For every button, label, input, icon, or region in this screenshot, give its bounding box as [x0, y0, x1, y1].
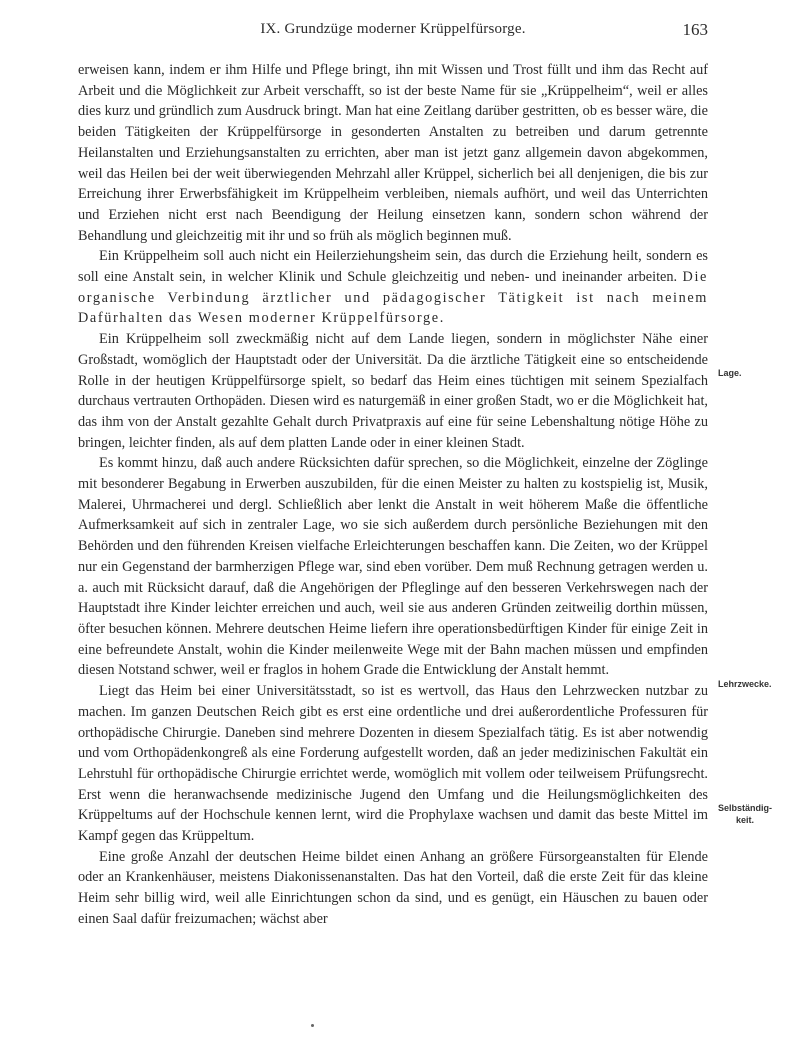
margin-note-selbstaendigkeit: [718, 802, 798, 826]
margin-note-selbstaendigkeit-line2: keit.: [736, 815, 755, 825]
paragraph: [78, 246, 708, 329]
paragraph-text: Ein Krüppelheim soll auch nicht ein Heilerziehungsheim sein, das durch die Erziehung heilt, sondern es soll eine Anstalt sein, in welcher Klinik und Schule gleichzeitig und neben- und ineinander arbeiten.: [78, 248, 708, 286]
paragraph: [78, 681, 708, 847]
chapter-title: IX. Grundzüge moderner Krüppelfürsorge.: [260, 21, 526, 37]
paragraph-text: erweisen kann, indem er ihm Hilfe und Pflege bringt, ihn mit Wissen und Trost füllt und ihm das Recht auf Arbeit und die Möglichkeit zur Arbeit verschafft, so ist der beste Name für sie „Krüppelheim“, weil er alles dies kurz und gründlich zum Ausdruck bringt. Man hat eine Zeitlang darüber gestritten, ob es besser wäre, die beiden Tätigkeiten der Krüppelfürsorge in gesonderten Anstalten zu betreiben und darum getrennte Heilanstalten und Erziehungsanstalten zu errichten, aber man ist jetzt ganz allgemein davon abgekommen, weil das Heilen bei der weit überwiegenden Mehrzahl aller Krüppel, sicherlich bei all denjenigen, die bis zur Erreichung ihrer Erwerbsfähigkeit im Krüppelheim verbleiben, niemals aufhört, und weil das Unterrichten und Erziehen nicht erst nach Beendigung der Heilung einsetzen kann, sondern schon während der Behandlung und gleichzeitig mit ihr und so früh als möglich beginnen muß.: [78, 62, 708, 244]
emphasized-text: Die organische Verbindung ärztlicher und pädagogischer Tätigkeit ist nach meinem Dafürhalten das Wesen moderner Krüppelfürsorge.: [78, 269, 708, 327]
paragraph: [78, 453, 708, 681]
paragraph-text: Eine große Anzahl der deutschen Heime bildet einen Anhang an größere Fürsorgeanstalten für Elende oder an Krankenhäuser, meistens Diakonissenanstalten. Das hat den Vorteil, daß die erste Zeit für das kleine Heim sehr billig wird, weil alle Einrichtungen schon da sind, und es genügt, ein Häuschen zu bauen oder einen Saal dafür freizumachen; wächst aber: [78, 848, 708, 927]
paragraph: [78, 847, 708, 930]
margin-note-lage: Lage.: [718, 368, 742, 378]
body-text: [78, 60, 708, 930]
paragraph: [78, 60, 708, 246]
paragraph-text: Ein Krüppelheim soll zweckmäßig nicht auf dem Lande liegen, sondern in möglichster Nähe einer Großstadt, womöglich der Hauptstadt oder der Universität. Da die ärztliche Tätigkeit eine so entscheidende Rolle in der heutigen Krüppelfürsorge spielt, so bedarf das Heim eines tüchtigen mit seinem Spezialfach durchaus vertrauten Orthopäden. Diesen wird es naturgemäß in einer großen Stadt, wo er die Möglichkeit hat, das ihm von der Anstalt gezahlte Gehalt durch Privatpraxis auf eine für seine Lebenshaltung nötige Höhe zu bringen, leichter finden, als auf dem platten Lande oder in einer kleinen Stadt.: [78, 331, 708, 451]
margin-note-lehrzwecke: Lehrzwecke.: [718, 679, 772, 689]
margin-note-selbstaendigkeit-line1: Selbständig-: [718, 803, 773, 813]
running-head: [78, 20, 708, 44]
paragraph-text: Liegt das Heim bei einer Universitätsstadt, so ist es wertvoll, das Haus den Lehrzwecken nutzbar zu machen. Im ganzen Deutschen Reich gibt es erst eine ordentliche und drei außerordentliche Professuren für orthopädische Chirurgie. Daneben sind mehrere Dozenten in diesem Spezialfach tätig. Es ist aber notwendig und vom Orthopädenkongreß als eine Forderung aufgestellt worden, daß an jeder medizinischen Fakultät ein Lehrstuhl für orthopädische Chirurgie errichtet werde, womöglich mit vollem oder teilweisem Prüfungsrecht. Erst wenn die heranwachsende medizinische Jugend den Umfang und die Heilungsmöglichkeiten des Krüppeltums auf der Hochschule kennen lernt, wird die Prophylaxe wachsen und damit das beste Mittel im Kampf gegen das Krüppeltum.: [78, 683, 708, 845]
paragraph: [78, 329, 708, 453]
paragraph-text: Es kommt hinzu, daß auch andere Rücksichten dafür sprechen, so die Möglichkeit, einzelne der Zöglinge mit besonderer Begabung in Erwerben auszubilden, für die einen Meister zu halten zu kostspielig ist, Musik, Malerei, Uhrmacherei und dergl. Schließlich aber lenkt die Anstalt in weit höherem Maße die öffentliche Aufmerksamkeit auf sich in zentraler Lage, wo sie sich außerdem durch persönliche Beziehungen mit den Behörden und den führenden Kreisen vielfache Erleichterungen beschaffen kann. Die Zeiten, wo der Krüppel nur ein Gegenstand der barmherzigen Pflege war, sind eben vorüber. Dem muß Rechnung getragen werden u. a. auch mit Rücksicht darauf, daß die Angehörigen der Pfleglinge auf den besseren Verkehrswegen nach der Hauptstadt ihre Kinder leichter erreichen und auch, weil sie aus anderen Gründen zeitweilig dorthin müssen, öfter besuchen können. Mehrere deutschen Heime liefern ihre operationsbedürftigen Kinder für einige Zeit in eine befreundete Anstalt, wohin die Kinder meilenweite Wege mit der Bahn machen müssen und empfinden diesen Notstand schwer, weil er fraglos in hohem Grade die Entwicklung der Anstalt hemmt.: [78, 455, 708, 679]
print-speck: [311, 1024, 314, 1027]
page-number: 163: [682, 20, 708, 39]
